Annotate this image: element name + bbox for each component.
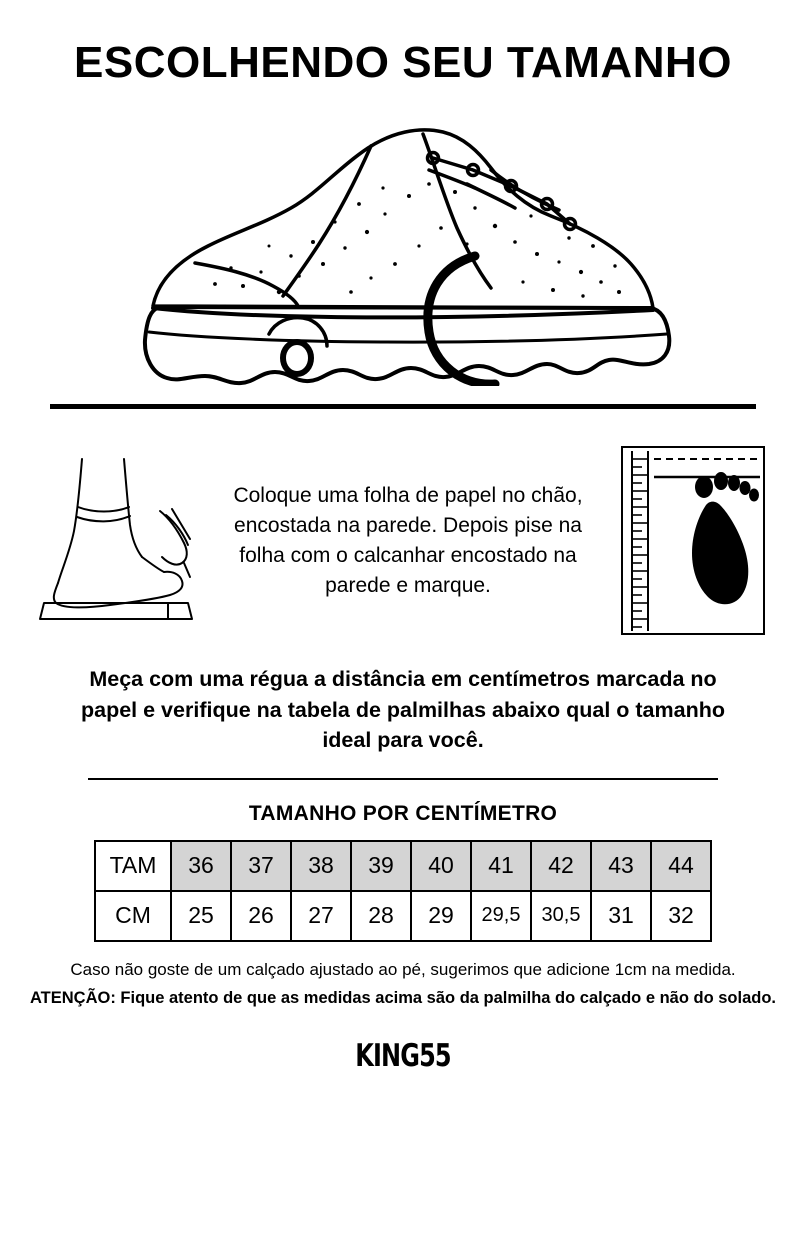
foot-measuring-illustration xyxy=(33,453,203,628)
table-cell: 26 xyxy=(231,891,291,941)
footnote-attention: ATENÇÃO: Fique atento de que as medidas acima são da palmilha do calçado e não do solado. xyxy=(29,988,777,1007)
footnote-adjust: Caso não goste de um calçado ajustado ao pé, sugerimos que adicione 1cm na medida. xyxy=(70,959,736,979)
size-table xyxy=(94,840,712,942)
table-cell: 29,5 xyxy=(471,891,531,941)
section-divider-thick xyxy=(50,404,756,409)
size-guide-page xyxy=(0,40,806,1250)
table-cell: 37 xyxy=(231,841,291,891)
table-cell: 43 xyxy=(591,841,651,891)
brand-logo: KING55 xyxy=(355,1037,451,1074)
page-title: ESCOLHENDO SEU TAMANHO xyxy=(74,38,732,87)
table-cell: 29 xyxy=(411,891,471,941)
table-cell: 39 xyxy=(351,841,411,891)
table-cell: 38 xyxy=(291,841,351,891)
row-label: CM xyxy=(95,891,171,941)
table-cell: 36 xyxy=(171,841,231,891)
table-cell: 32 xyxy=(651,891,711,941)
measure-note: Meça com uma régua a distância em centímetros marcada no papel e verifique na tabela de palmilhas abaixo qual o tamanho ideal para você. xyxy=(81,667,725,753)
table-cell: 40 xyxy=(411,841,471,891)
footprint-ruler-illustration xyxy=(613,443,773,638)
shoe-illustration xyxy=(0,96,806,386)
table-cell: 28 xyxy=(351,891,411,941)
row-label: TAM xyxy=(95,841,171,891)
table-cell: 42 xyxy=(531,841,591,891)
table-cell: 41 xyxy=(471,841,531,891)
table-cell: 25 xyxy=(171,891,231,941)
instruction-text: Coloque uma folha de papel no chão, encostada na parede. Depois pise na folha com o calcanhar encostado na parede e marque. xyxy=(233,484,583,597)
table-cell: 31 xyxy=(591,891,651,941)
table-row xyxy=(95,841,711,891)
section-divider-thin xyxy=(88,778,718,780)
table-cell: 27 xyxy=(291,891,351,941)
table-cell: 30,5 xyxy=(531,891,591,941)
instruction-section xyxy=(33,443,773,638)
table-cell: 44 xyxy=(651,841,711,891)
size-table-heading: TAMANHO POR CENTÍMETRO xyxy=(248,801,558,825)
size-table-wrap xyxy=(0,840,806,942)
table-row xyxy=(95,891,711,941)
